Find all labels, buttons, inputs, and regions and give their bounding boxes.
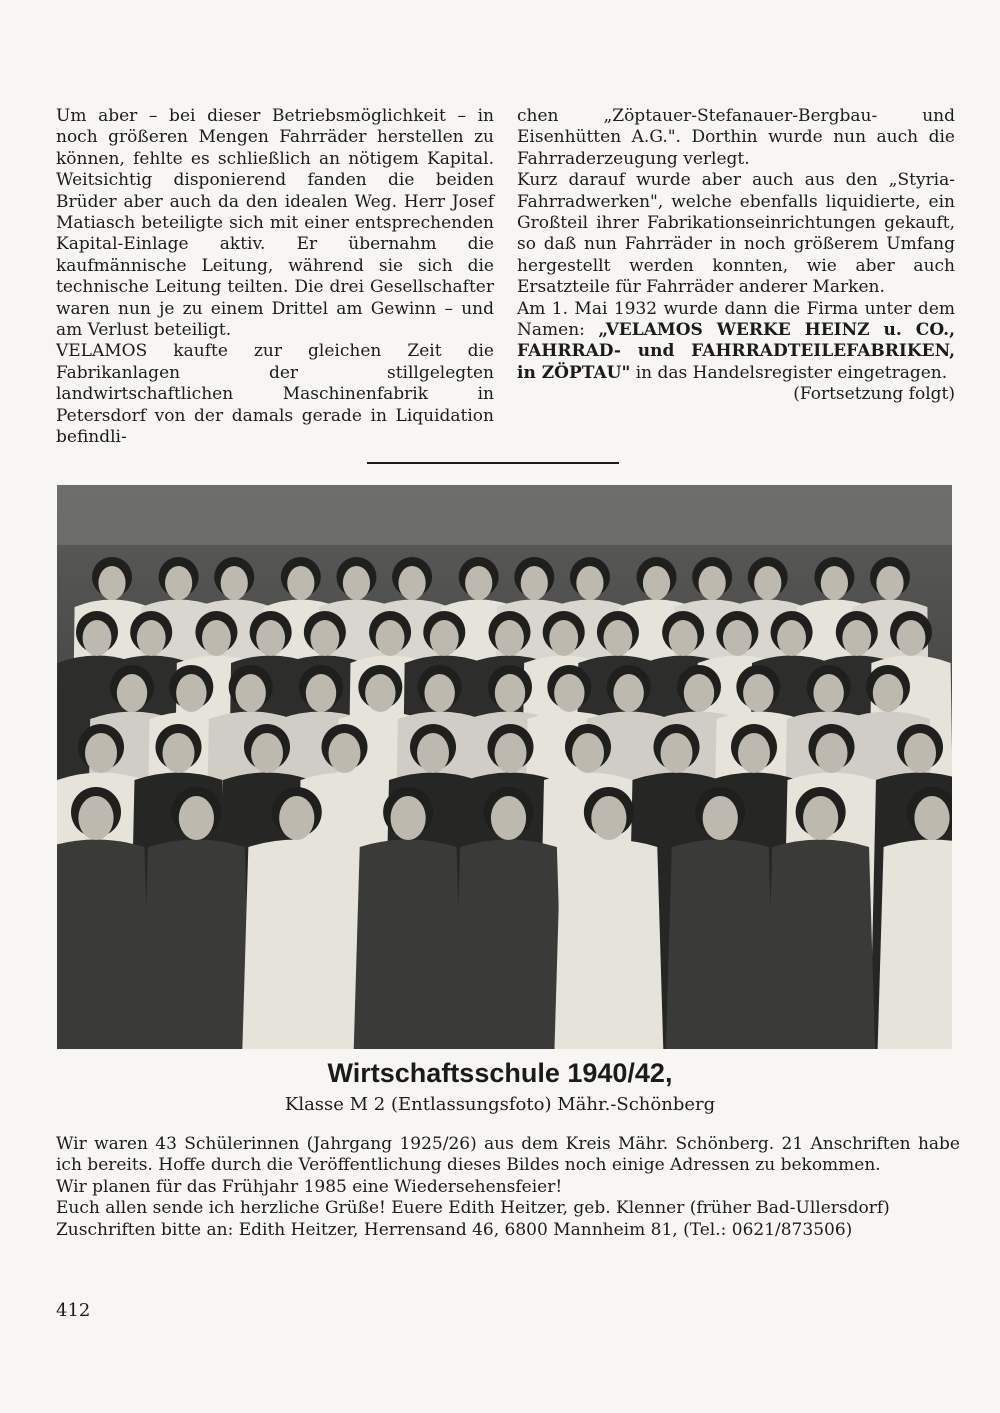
person-silhouette bbox=[57, 840, 150, 1050]
person-face bbox=[604, 620, 633, 656]
person-face bbox=[643, 566, 670, 600]
letter-line-4: Zuschriften bitte an: Edith Heitzer, Herrensand 46, 6800 Mannheim 81, (Tel.: 0621/873506) bbox=[56, 1219, 853, 1240]
person-face bbox=[821, 566, 848, 600]
register-end: in das Handelsregister eingetragen. bbox=[630, 362, 948, 383]
reader-letter bbox=[56, 1134, 960, 1241]
person-face bbox=[251, 733, 283, 773]
person-face bbox=[329, 733, 361, 773]
person-face bbox=[430, 620, 459, 656]
section-divider bbox=[367, 462, 619, 464]
person-face bbox=[343, 566, 370, 600]
person-face bbox=[591, 796, 626, 840]
person-face bbox=[365, 674, 395, 712]
person-face bbox=[842, 620, 871, 656]
photo-caption-title: Wirtschaftsschule 1940/42, bbox=[327, 1058, 673, 1088]
person-face bbox=[576, 566, 603, 600]
person-face bbox=[78, 796, 113, 840]
person-face bbox=[391, 796, 426, 840]
person-face bbox=[417, 733, 449, 773]
person-face bbox=[754, 566, 781, 600]
right-article-column bbox=[517, 106, 955, 406]
person-face bbox=[699, 566, 726, 600]
person-face bbox=[176, 674, 206, 712]
person-face bbox=[465, 566, 492, 600]
left-paragraph-2: VELAMOS kaufte zur gleichen Zeit die Fabrikanlagen der stillgelegten landwirtschaftlichen Maschinenfabrik in Petersdorf von der damals gerade in Liquidation befindli- bbox=[56, 341, 494, 448]
person-silhouette bbox=[554, 840, 663, 1050]
person-face bbox=[163, 733, 195, 773]
person-silhouette bbox=[766, 840, 875, 1050]
left-paragraph-1: Um aber – bei dieser Betriebsmöglichkeit – in noch größeren Mengen Fahrräder herstellen zu können, fehlte es schließlich an nötigem Kapital. Weitsichtig disponierend fanden die beiden Brüder aber auch da den idealen Weg. Herr Josef Matiasch beteiligte sich mit einer entsprechenden Kapital-Einlage aktiv. Er übernahm die kaufmännische Leitung, während sie sich die technische Leitung teilten. Die drei Gesellschafter waren nun je zu einem Drittel am Gewinn – und am Verlust beteiligt. bbox=[56, 106, 494, 341]
person-face bbox=[743, 674, 773, 712]
right-paragraph-3 bbox=[517, 299, 955, 385]
person-face bbox=[549, 620, 578, 656]
person-face bbox=[491, 796, 526, 840]
person-face bbox=[306, 674, 336, 712]
person-face bbox=[398, 566, 425, 600]
person-face bbox=[803, 796, 838, 840]
person-face bbox=[83, 620, 112, 656]
person-face bbox=[495, 733, 527, 773]
person-face bbox=[376, 620, 405, 656]
person-face bbox=[179, 796, 214, 840]
person-face bbox=[572, 733, 604, 773]
person-face bbox=[777, 620, 806, 656]
person-silhouette bbox=[454, 840, 563, 1050]
person-face bbox=[661, 733, 693, 773]
photo-caption-subtitle: Klasse M 2 (Entlassungsfoto) Mähr.-Schönberg bbox=[284, 1094, 716, 1115]
person-silhouette bbox=[354, 840, 463, 1050]
person-face bbox=[117, 674, 147, 712]
person-silhouette bbox=[666, 840, 775, 1050]
person-face bbox=[495, 620, 524, 656]
person-face bbox=[202, 620, 231, 656]
person-face bbox=[813, 674, 843, 712]
person-face bbox=[221, 566, 248, 600]
person-face bbox=[873, 674, 903, 712]
person-face bbox=[521, 566, 548, 600]
left-article-column bbox=[56, 106, 494, 449]
person-face bbox=[165, 566, 192, 600]
person-face bbox=[98, 566, 125, 600]
register-intro: Am 1. Mai 1932 wurde dann die Firma unter dem Namen: bbox=[517, 298, 955, 341]
company-name: „VELAMOS WERKE HEINZ u. CO., FAHRRAD- und FAHRRADTEILEFABRIKEN, in ZÖPTAU" bbox=[517, 320, 955, 383]
person-face bbox=[703, 796, 738, 840]
person-face bbox=[876, 566, 903, 600]
person-face bbox=[85, 733, 117, 773]
person-face bbox=[738, 733, 770, 773]
group-photo-illustration bbox=[57, 485, 952, 1049]
continuation-note: (Fortsetzung folgt) bbox=[793, 384, 955, 405]
person-face bbox=[310, 620, 339, 656]
letter-line-3: Euch allen sende ich herzliche Grüße! Euere Edith Heitzer, geb. Klenner (früher Bad-Ullersdorf) bbox=[56, 1198, 890, 1219]
person-face bbox=[495, 674, 525, 712]
person-face bbox=[816, 733, 848, 773]
person-face bbox=[279, 796, 314, 840]
letter-line-1: Wir waren 43 Schülerinnen (Jahrgang 1925/26) aus dem Kreis Mähr. Schönberg. 21 Anschriften habe ich bereits. Hoffe durch die Veröffentlichung dieses Bildes noch einige Adressen zu bekommen. bbox=[56, 1134, 960, 1176]
person-face bbox=[287, 566, 314, 600]
person-face bbox=[669, 620, 698, 656]
person-face bbox=[424, 674, 454, 712]
person-face bbox=[723, 620, 752, 656]
letter-line-2: Wir planen für das Frühjahr 1985 eine Wiedersehensfeier! bbox=[56, 1176, 563, 1197]
class-group-photo bbox=[57, 485, 952, 1049]
person-face bbox=[137, 620, 166, 656]
person-face bbox=[684, 674, 714, 712]
right-paragraph-2: Kurz darauf wurde aber auch aus den „Styria-Fahrradwerken", welche ebenfalls liquidierte, ein Großteil ihrer Fabrikationseinrichtungen gekauft, so daß nun Fahrräder in noch größerem Umfang hergestellt werden konnten, wie aber auch Ersatzteile für Fahrräder anderer Marken. bbox=[517, 170, 955, 298]
person-face bbox=[554, 674, 584, 712]
person-face bbox=[914, 796, 949, 840]
person-silhouette bbox=[142, 840, 251, 1050]
page-number: 412 bbox=[56, 1300, 91, 1321]
person-face bbox=[256, 620, 285, 656]
person-face bbox=[897, 620, 926, 656]
person-face bbox=[904, 733, 936, 773]
person-face bbox=[613, 674, 643, 712]
person-silhouette bbox=[878, 840, 952, 1050]
person-face bbox=[235, 674, 265, 712]
person-silhouette bbox=[242, 840, 351, 1050]
right-paragraph-1: chen „Zöptauer-Stefanauer-Bergbau- und Eisenhütten A.G.". Dorthin wurde nun auch die Fahrraderzeugung verlegt. bbox=[517, 106, 955, 169]
